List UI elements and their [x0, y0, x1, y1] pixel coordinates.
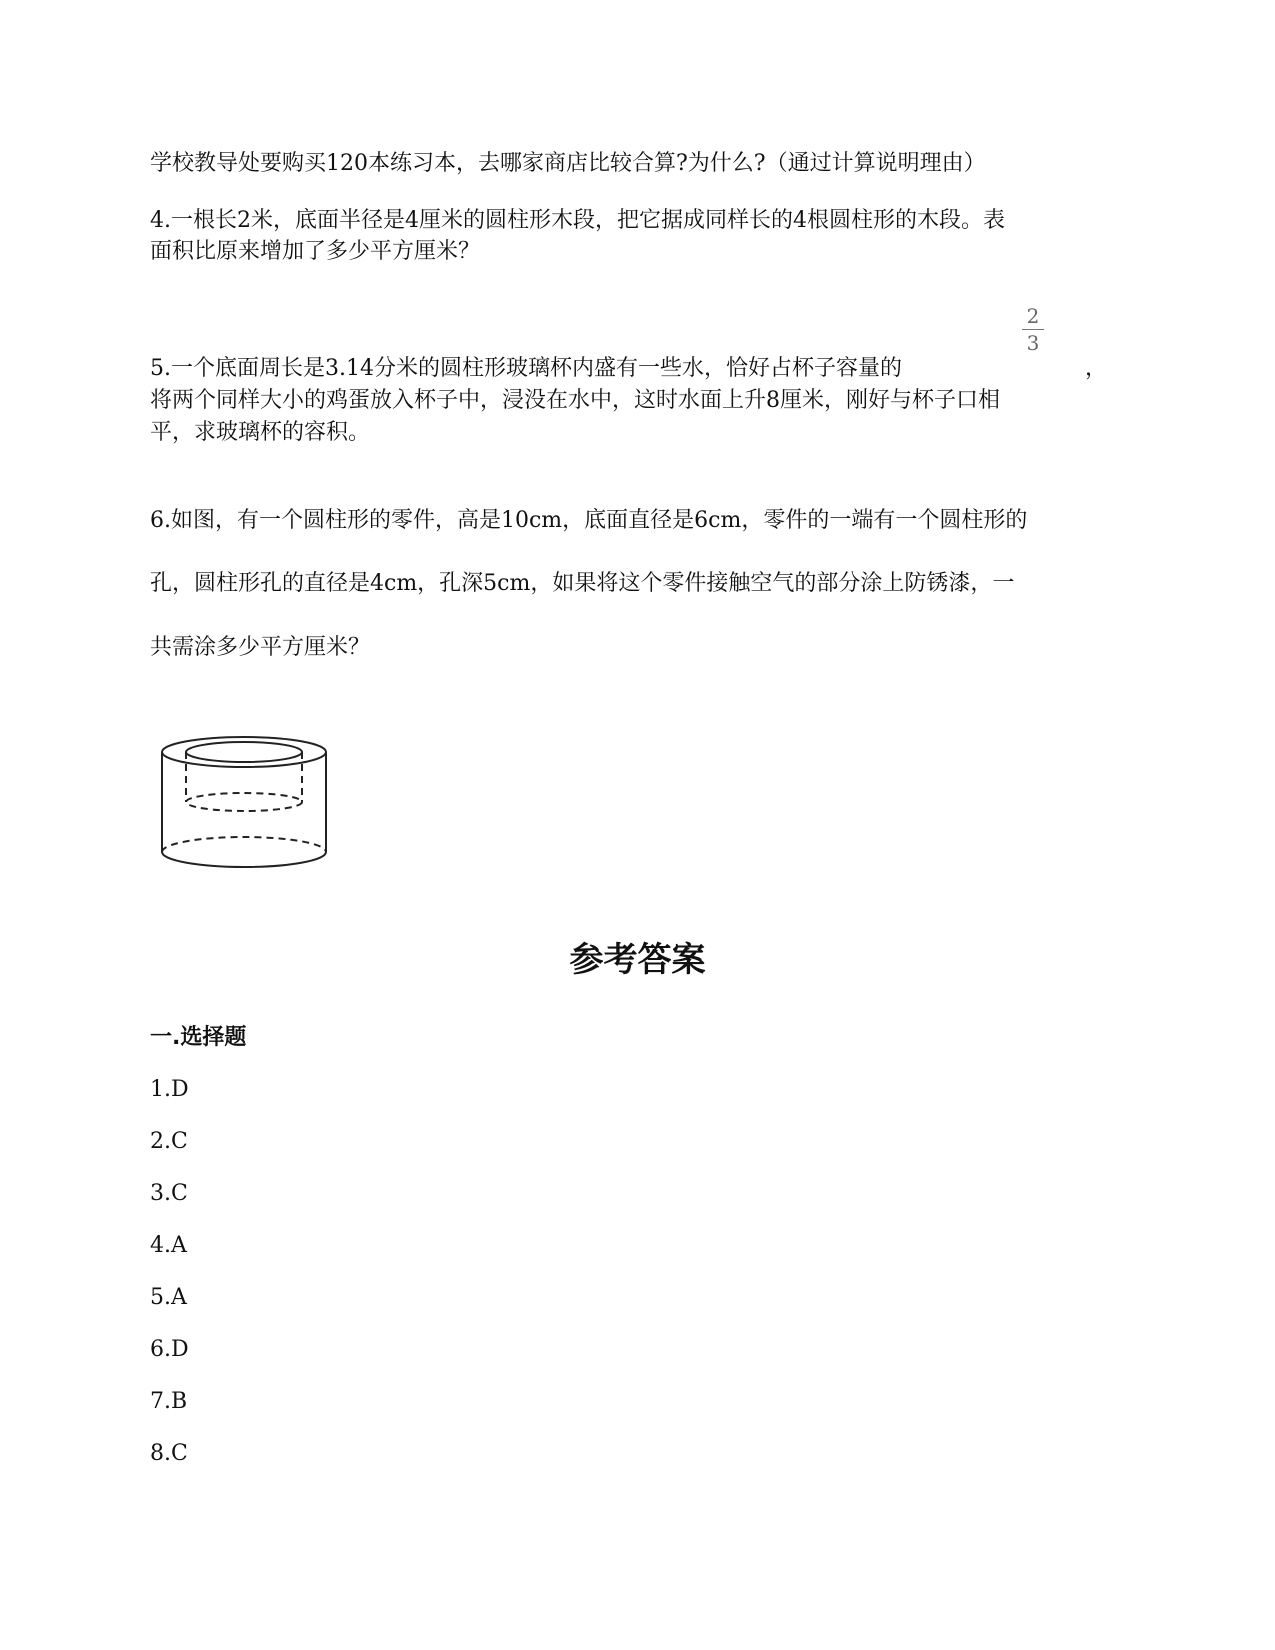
fraction-denominator: 3	[1026, 331, 1040, 355]
fraction-two-thirds	[1022, 305, 1044, 354]
q5-line-2: 将两个同样大小的鸡蛋放入杯子中，浸没在水中，这时水面上升8厘米，刚好与杯子口相	[150, 388, 1000, 413]
answer-item-2: 2.C	[150, 1129, 188, 1154]
answer-item-6: 6.D	[150, 1337, 189, 1362]
outer-bottom-front-arc	[162, 852, 326, 867]
answer-item-7: 7.B	[150, 1389, 188, 1414]
q4-line-2: 面积比原来增加了多少平方厘米？	[150, 239, 481, 264]
cylinder-part-figure	[160, 735, 340, 870]
answer-key-title: 参考答案	[569, 940, 706, 980]
q5-line-1: 5.一个底面周长是3.14分米的圆柱形玻璃杯内盛有一些水，恰好占杯子容量的	[150, 356, 902, 381]
fraction-bar	[1022, 329, 1044, 330]
answer-item-8: 8.C	[150, 1441, 188, 1466]
fraction-numerator: 2	[1026, 304, 1040, 328]
q6-line-1: 6.如图，有一个圆柱形的零件，高是10cm，底面直径是6cm，零件的一端有一个圆柱形的	[150, 508, 1028, 533]
q3-tail-text: 学校教导处要购买120本练习本，去哪家商店比较合算?为什么?（通过计算说明理由）	[150, 151, 986, 176]
q5-line-1-comma: ，	[1085, 356, 1108, 381]
answer-item-5: 5.A	[150, 1285, 187, 1310]
section-heading-multiple-choice: 一.选择题	[150, 1025, 247, 1050]
q6-line-3: 共需涂多少平方厘米？	[150, 635, 371, 660]
outer-bottom-back-arc	[162, 837, 326, 852]
q5-line-3: 平，求玻璃杯的容积。	[150, 420, 371, 445]
q6-line-2: 孔，圆柱形孔的直径是4cm，孔深5cm，如果将这个零件接触空气的部分涂上防锈漆，一	[150, 571, 1015, 596]
q4-line-1: 4.一根长2米，底面半径是4厘米的圆柱形木段，把它据成同样长的4根圆柱形的木段。表	[150, 208, 1005, 233]
answer-item-3: 3.C	[150, 1181, 188, 1206]
hole-bottom-ellipse	[186, 793, 302, 811]
hole-top-ellipse	[186, 742, 302, 762]
answer-item-4: 4.A	[150, 1233, 187, 1258]
answer-item-1: 1.D	[150, 1077, 189, 1102]
